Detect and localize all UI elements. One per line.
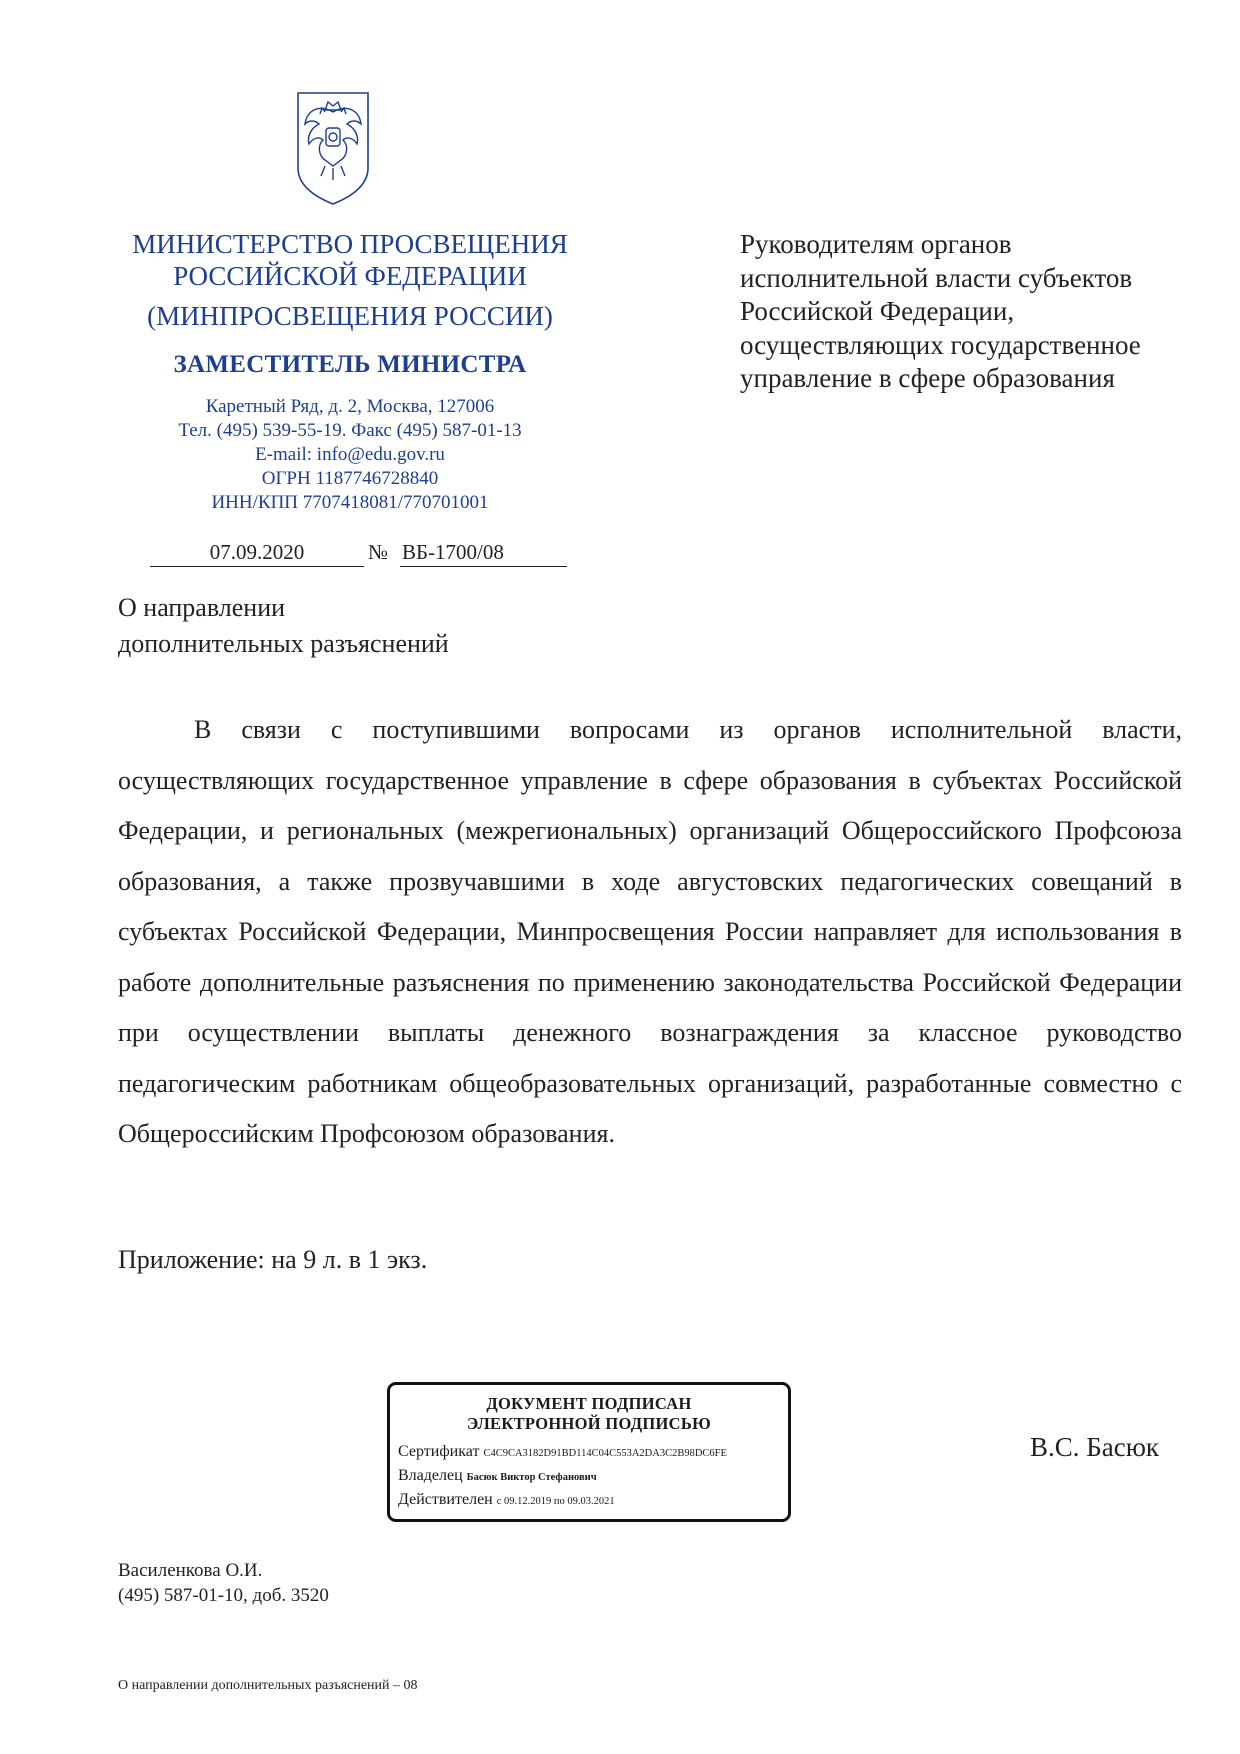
owner-label: Владелец (398, 1467, 463, 1484)
stamp-certificate (398, 1443, 727, 1461)
signer-name: В.С. Басюк (1030, 1432, 1160, 1462)
ogrn: ОГРН 1187746728840 (261, 468, 439, 489)
number-sign: № (368, 540, 389, 564)
ministry-short-name: (МИНПРОСВЕЩЕНИЯ РОССИИ) (147, 301, 553, 331)
inn-kpp: ИНН/КПП 7707418081/770701001 (211, 492, 489, 513)
subject-line: дополнительных разъяснений (118, 629, 449, 658)
electronic-signature-stamp (387, 1382, 791, 1522)
stamp-validity (398, 1491, 615, 1509)
registration-number: ВБ-1700/08 (400, 540, 567, 567)
recipient-line: осуществляющих государственное (740, 329, 1141, 360)
attachment-note: Приложение: на 9 л. в 1 экз. (118, 1245, 428, 1274)
coat-of-arms-icon (295, 90, 371, 208)
stamp-owner (398, 1467, 597, 1485)
letterhead (100, 228, 600, 381)
recipient-line: Российской Федерации, (740, 296, 1015, 326)
body-paragraph: В связи с поступившими вопросами из органов исполнительной власти, осуществляющих государственное управление в сфере образования в субъектах Российской Федерации, и региональных (межрегиональных) организаций Общероссийского Профсоюза образования, а также прозвучавшими в ходе августовских педагогических совещаний в субъектах Российской Федерации, Минпросвещения России направляет для использования в работе дополнительные разъяснения по применению законодательства Российской Федерации при осуществлении выплаты денежного вознаграждения за классное руководство педагогическим работникам общеобразовательных организаций, разработанные совместно с Общероссийским Профсоюзом образования. (118, 715, 1182, 1148)
email: E-mail: info@edu.gov.ru (255, 444, 445, 465)
ministry-name-line1: МИНИСТЕРСТВО ПРОСВЕЩЕНИЯ (132, 229, 568, 259)
ministry-contacts (100, 395, 600, 515)
ministry-name-line2: РОССИЙСКОЙ ФЕДЕРАЦИИ (173, 261, 527, 291)
recipient-block (740, 228, 1210, 396)
address: Каретный Ряд, д. 2, Москва, 127006 (205, 396, 495, 417)
letter-subject (118, 590, 449, 662)
recipient-line: исполнительной власти субъектов (740, 262, 1133, 293)
executor-block (118, 1558, 329, 1608)
registration-date: 07.09.2020 (150, 540, 364, 567)
recipient-line: Руководителям органов (740, 229, 1012, 259)
certificate-label: Сертификат (398, 1443, 480, 1460)
stamp-title-line2: ЭЛЕКТРОННОЙ ПОДПИСЬЮ (467, 1414, 711, 1433)
valid-value: с 09.12.2019 по 09.03.2021 (496, 1496, 615, 1507)
stamp-title-line1: ДОКУМЕНТ ПОДПИСАН (486, 1394, 692, 1413)
executor-name: Василенкова О.И. (118, 1560, 263, 1581)
page-footer: О направлении дополнительных разъяснений – 08 (118, 1678, 418, 1693)
recipient-line: управление в сфере образования (740, 363, 1115, 393)
executor-phone: (495) 587-01-10, доб. 3520 (118, 1585, 329, 1606)
stamp-title (390, 1394, 788, 1434)
subject-line: О направлении (118, 593, 286, 622)
valid-label: Действителен (398, 1491, 493, 1508)
position-title: ЗАМЕСТИТЕЛЬ МИНИСТРА (173, 351, 527, 378)
phone-fax: Тел. (495) 539-55-19. Факс (495) 587-01-13 (178, 420, 522, 441)
certificate-value: C4C9CA3182D91BD114C04C553A2DA3C2B98DC6FE (483, 1448, 727, 1459)
owner-value: Басюк Виктор Стефанович (466, 1472, 597, 1483)
